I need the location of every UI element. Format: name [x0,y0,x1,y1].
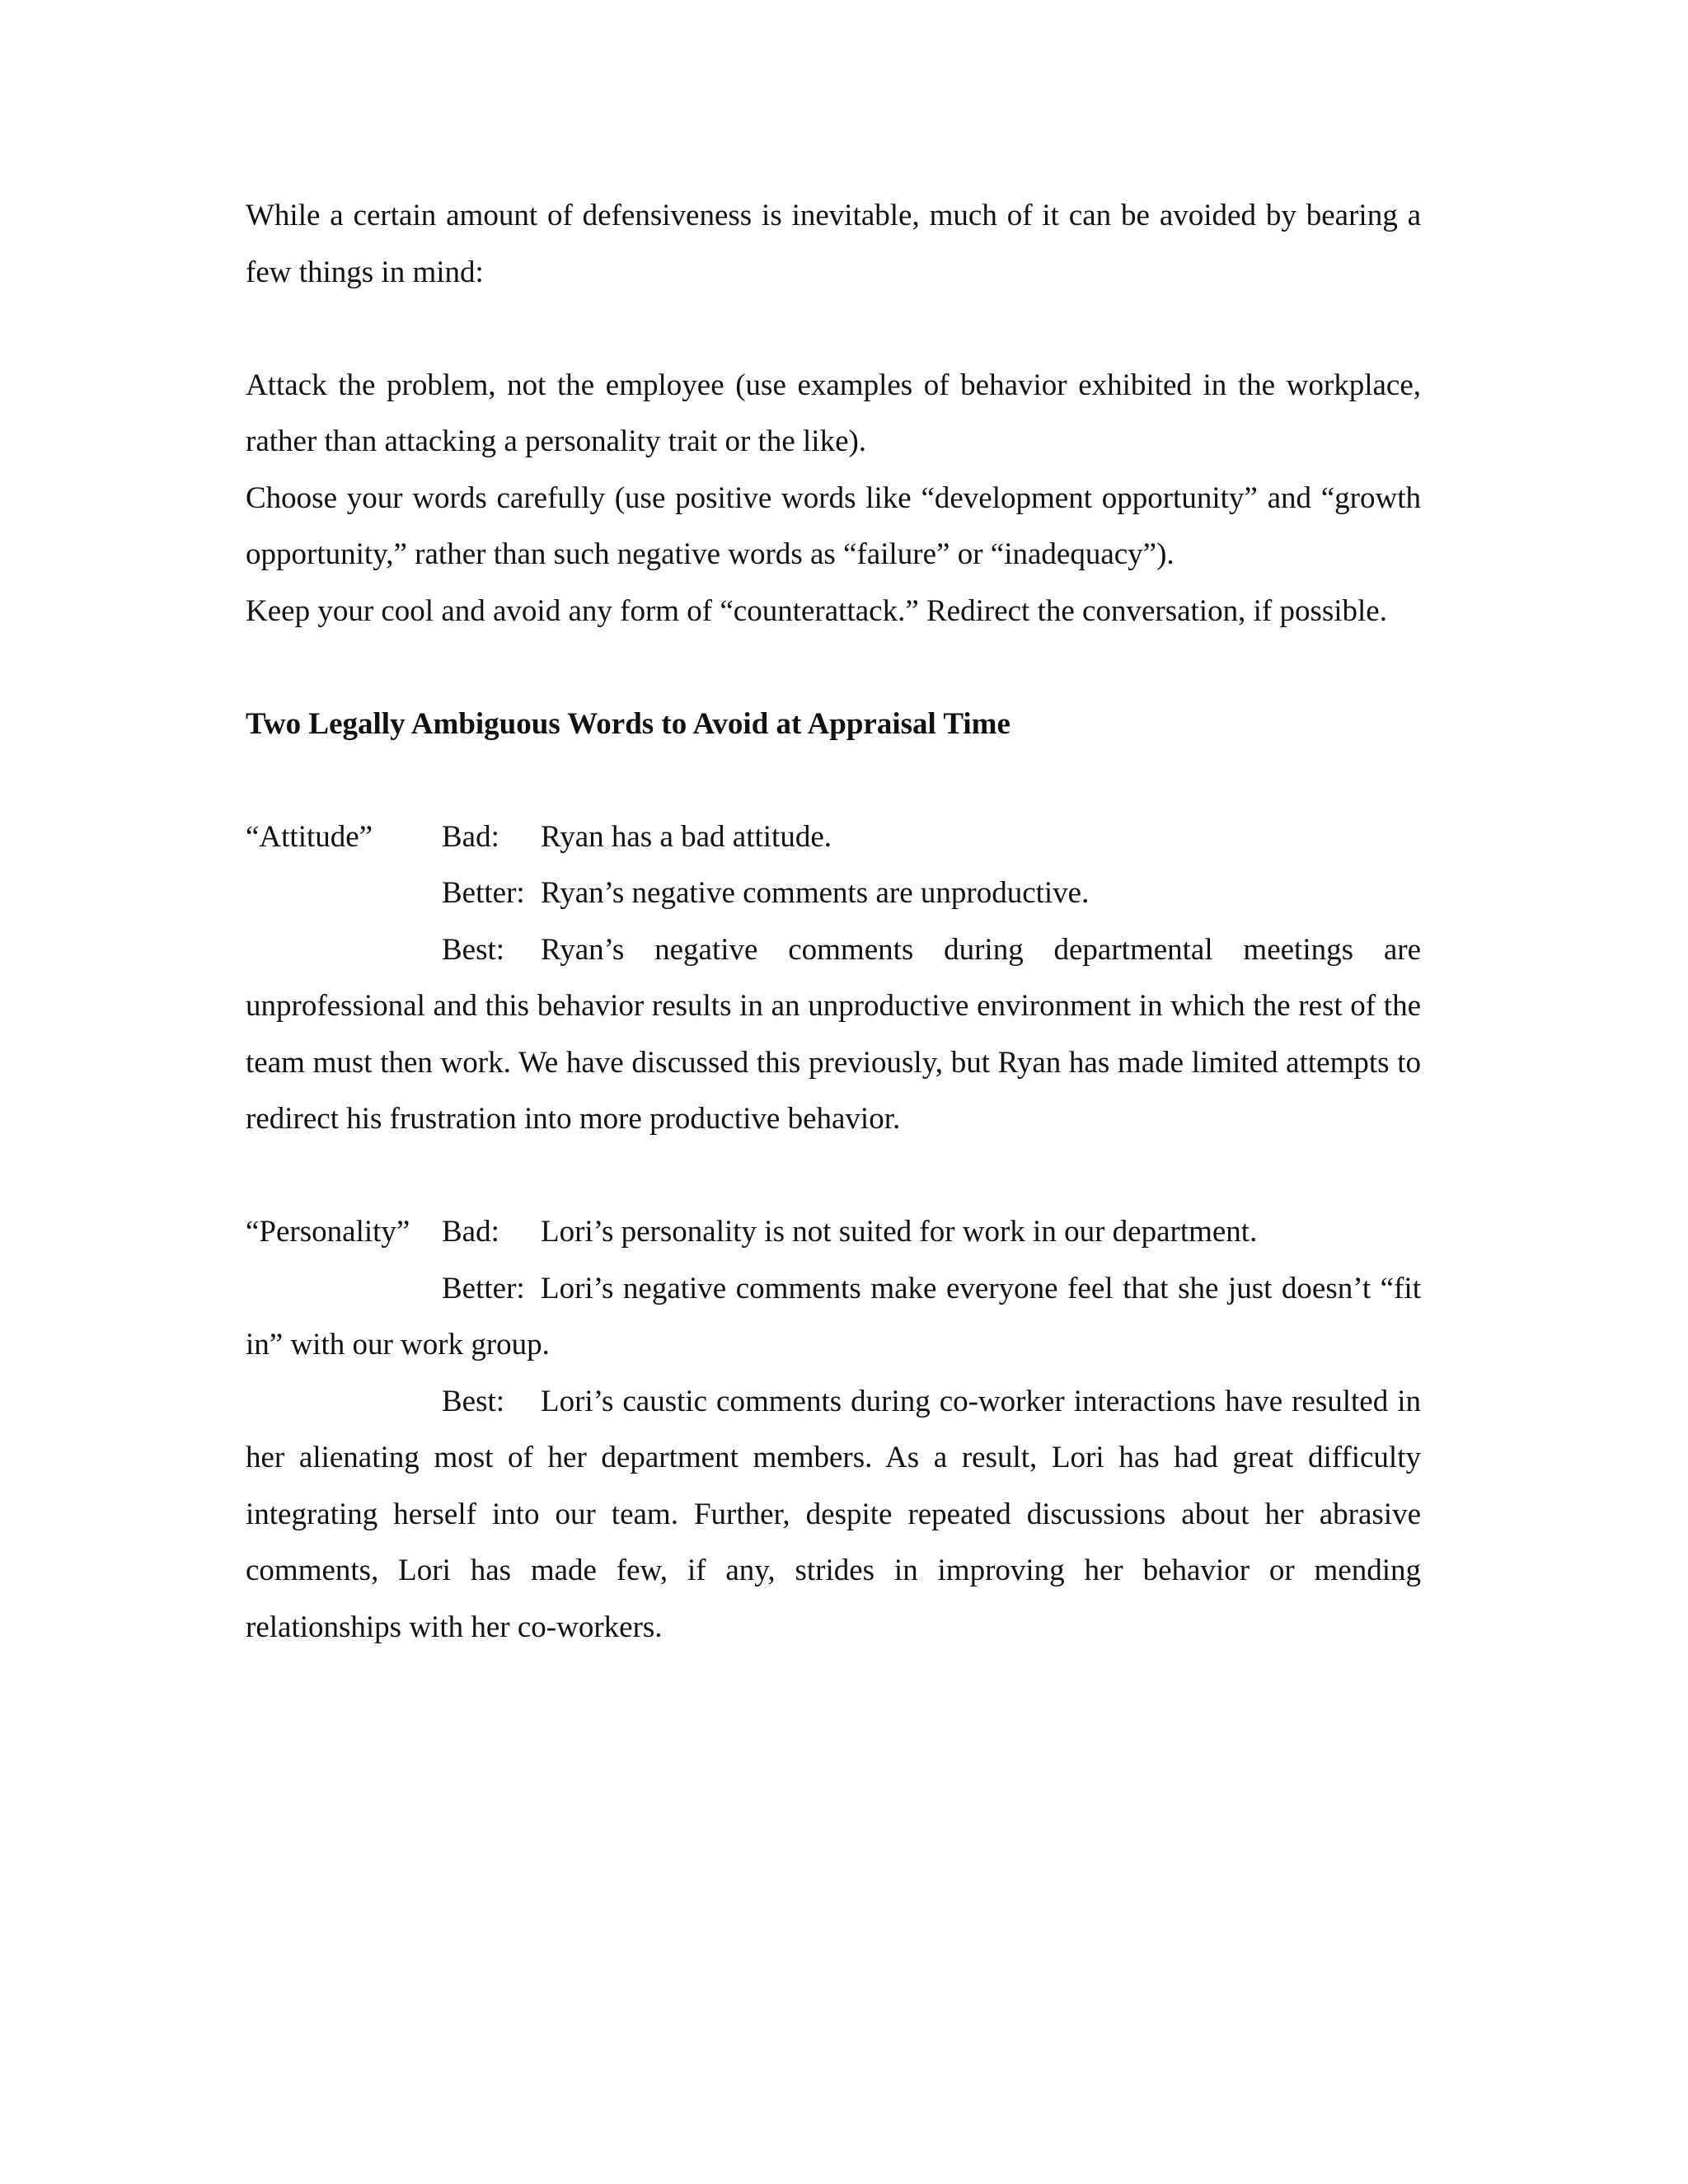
better-label: Better: [442,876,525,910]
better-label: Better: [442,1271,525,1305]
example-attitude-better [246,865,1421,922]
better-text: Ryan’s negative comments are unproductive. [541,876,1090,910]
intro-line-1: While a certain amount of defensiveness is inevitable, much of it can be avoided by [246,199,1296,232]
spacer [246,752,1421,809]
tip-keep-cool [246,583,1421,640]
document-page [246,188,1421,1656]
example-term: “Personality” [246,1215,410,1249]
intro-paragraph [246,188,1421,301]
spacer [246,640,1421,696]
best-text: Ryan’s negative comments during departmental meetings are unprofessional and this behavior results in an unproductive environment in which the rest of the team must then work. We have discussed this previously, but Ryan has made limited attempts to redirect his frustration into more productive behavior. [246,932,1421,1136]
tip-1-line-1: Attack the problem, not the employee (use examples of behavior exhibited in the [246,368,1276,402]
best-text: Lori’s caustic comments during co-worker interactions have resulted in her alienating most of her department members. As a result, Lori has had great difficulty integrating herself into our team. Further, despite repeated discussions about her abrasive comments, Lori has made few, if any, strides in improving her behavior or mending relationships with her co-workers. [246,1384,1421,1644]
bad-text: Ryan has a bad attitude. [541,819,832,854]
tip-choose-words [246,471,1421,583]
spacer [246,1148,1421,1205]
example-personality-bad [246,1204,1421,1261]
intro-line-2: bearing a few things in mind: [246,199,1421,289]
example-personality-better [246,1261,1421,1374]
best-label: Best: [442,1384,505,1418]
spacer [246,301,1421,358]
tip-2-line-1: Choose your words carefully (use positive words like “development opportunity” and [246,480,1311,515]
tip-2-line-2: “growth opportunity,” rather than such negative words as “failure” or “inadequacy”). [246,480,1421,571]
tip-3-line-2: possible. [1279,593,1387,628]
example-personality-best [246,1374,1421,1657]
example-attitude-best [246,922,1421,1148]
bad-label: Bad: [442,1215,499,1249]
tip-3-line-1: Keep your cool and avoid any form of “counterattack.” Redirect the conversation, if [246,593,1273,628]
bad-label: Bad: [442,819,499,854]
section-heading: Two Legally Ambiguous Words to Avoid at Appraisal Time [246,706,1010,741]
best-label: Best: [442,932,505,967]
bad-text: Lori’s personality is not suited for work in our department. [541,1215,1258,1249]
term-indent [246,865,442,922]
tip-1-line-2: workplace, rather than attacking a personality trait or the like). [246,368,1421,458]
example-term: “Attitude” [246,819,373,854]
tip-attack-problem [246,358,1421,471]
example-attitude-bad [246,809,1421,866]
better-text: Lori’s negative comments make everyone feel that she just doesn’t “fit in” with our work group. [246,1271,1421,1361]
